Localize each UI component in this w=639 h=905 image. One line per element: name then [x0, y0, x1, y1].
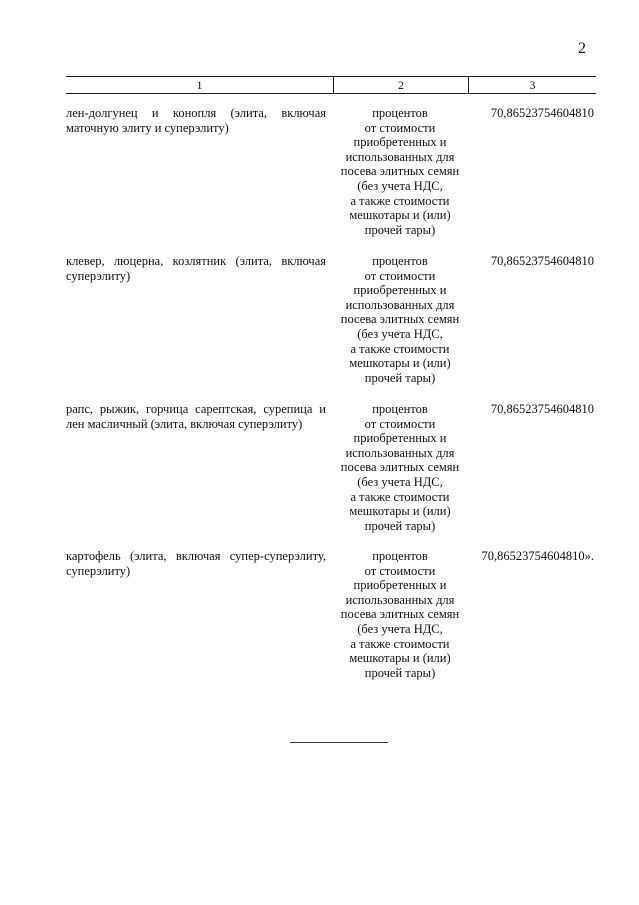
basis-line: приобретенных и	[353, 431, 447, 446]
basis-line: приобретенных и	[353, 578, 447, 593]
basis-line: приобретенных и	[353, 135, 447, 150]
basis-line: прочей тары)	[364, 222, 436, 237]
crop-cell: картофель (элита, включая супер-суперэлиту, суперэлиту)	[66, 549, 326, 578]
crop-cell: лен-долгунец и конопля (элита, включая маточную элиту и суперэлиту)	[66, 106, 326, 135]
basis-line: от стоимости	[364, 268, 436, 283]
basis-line: посева элитных семян	[340, 312, 460, 327]
basis-line: посева элитных семян	[340, 164, 460, 179]
basis-line: использованных для	[345, 149, 455, 164]
basis-cell	[338, 106, 462, 237]
basis-line: процентов	[372, 549, 428, 563]
basis-line: процентов	[372, 106, 428, 120]
basis-line: посева элитных семян	[340, 607, 460, 622]
basis-line: (без учета НДС,	[357, 474, 443, 489]
basis-line: прочей тары)	[364, 370, 436, 385]
rates-table	[66, 76, 596, 680]
basis-line: посева элитных семян	[340, 460, 460, 475]
basis-line: использованных для	[345, 445, 455, 460]
basis-line: от стоимости	[364, 416, 436, 431]
basis-line: использованных для	[345, 592, 455, 607]
page-number: 2	[578, 40, 586, 57]
basis-cell	[338, 254, 462, 385]
rate-cell: 70,86523754604810	[490, 402, 594, 416]
basis-line: приобретенных и	[353, 283, 447, 298]
basis-line: от стоимости	[364, 563, 436, 578]
crop-cell: рапс, рыжик, горчица сарептская, сурепица и лен масличный (элита, включая суперэлиту)	[66, 402, 326, 431]
header-column-1: 1	[66, 77, 334, 93]
basis-line: а также стоимости	[350, 489, 450, 504]
basis-line: прочей тары)	[364, 665, 436, 680]
rate-cell: 70,86523754604810	[490, 254, 594, 268]
basis-line: (без учета НДС,	[357, 326, 443, 341]
basis-line: (без учета НДС,	[357, 621, 443, 636]
basis-line: использованных для	[345, 297, 455, 312]
table-header-row	[66, 76, 596, 94]
closing-divider	[290, 742, 388, 743]
basis-line: мешкотары и (или)	[349, 208, 451, 223]
basis-line: а также стоимости	[350, 341, 450, 356]
basis-line: от стоимости	[364, 120, 436, 135]
basis-line: процентов	[372, 254, 428, 268]
header-column-3: 3	[529, 78, 536, 92]
basis-line: мешкотары и (или)	[349, 504, 451, 519]
basis-line: прочей тары)	[364, 518, 436, 533]
basis-line: процентов	[372, 402, 428, 416]
basis-cell	[338, 402, 462, 533]
crop-cell: клевер, люцерна, козлятник (элита, включая суперэлиту)	[66, 254, 326, 283]
basis-line: а также стоимости	[350, 636, 450, 651]
rate-cell: 70,86523754604810».	[481, 549, 594, 563]
basis-line: а также стоимости	[350, 193, 450, 208]
basis-cell	[338, 549, 462, 680]
header-column-2: 2	[334, 77, 469, 93]
basis-line: мешкотары и (или)	[349, 356, 451, 371]
basis-line: мешкотары и (или)	[349, 651, 451, 666]
basis-line: (без учета НДС,	[357, 178, 443, 193]
rate-cell: 70,86523754604810	[490, 106, 594, 120]
